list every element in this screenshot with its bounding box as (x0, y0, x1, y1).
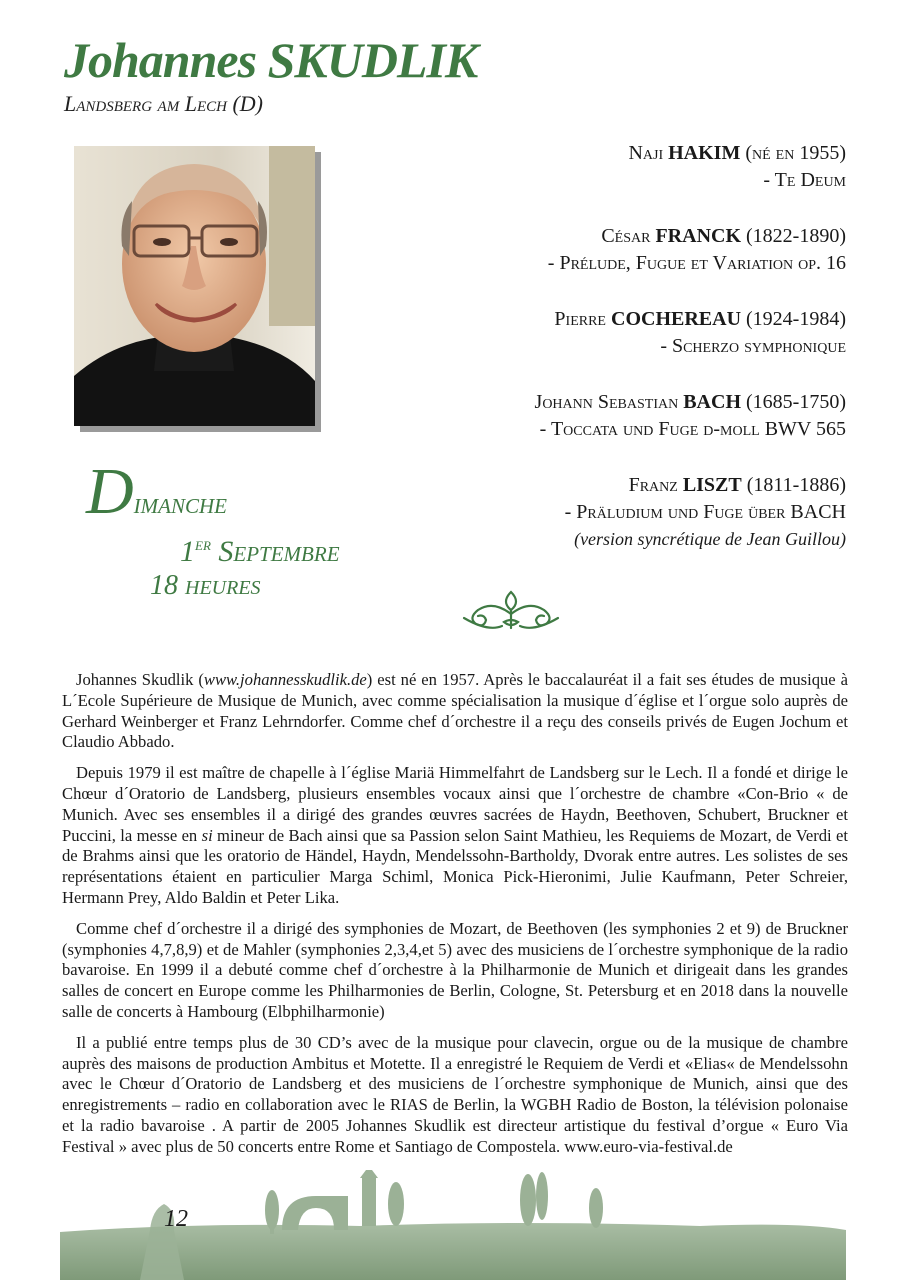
work-title: - Toccata und Fuge d-moll BWV 565 (539, 418, 846, 440)
concert-time: 18 heures (150, 570, 261, 601)
concert-month: Septembre (218, 535, 340, 568)
day-number: 1 (180, 535, 195, 568)
program-entry (406, 472, 846, 553)
composer-first-name: Naji (628, 142, 664, 164)
composer-dates: (né en 1955) (745, 142, 846, 164)
biography (62, 670, 848, 1168)
day-rest: imanche (133, 487, 227, 520)
composer-last-name: FRANCK (655, 225, 742, 247)
performer-photo (74, 146, 315, 426)
composer (406, 306, 846, 333)
composer-last-name: LISZT (682, 474, 742, 496)
bio-paragraph (62, 763, 848, 909)
day-suffix: er (195, 534, 211, 554)
composer (406, 140, 846, 167)
composer-dates: (1685-1750) (746, 391, 846, 413)
composer-first-name: Franz (628, 474, 678, 496)
work-title: - Te Deum (763, 169, 846, 191)
composer-first-name: César (601, 225, 651, 247)
program-entry (406, 223, 846, 277)
performer-origin: Landsberg am Lech (D) (64, 91, 263, 116)
work-title: - Prélude, Fugue et Variation op. 16 (547, 252, 846, 274)
bio-paragraph: Il a publié entre temps plus de 30 CD’s avec de la musique pour clavecin, orgue ou de la musique de chambre auprès des maisons de production Ambitus et Motette. Il a enregistré le Requiem de Verdi et «Elias« de Mendelssohn avec le Chœur d´Oratorio de Landsberg et des musiciens de l´orchestre symphonique de Munich, ainsi que des enregistrements – radio en collaboration avec le RIAS de Berlin, la WGBH Radio de Boston, la télévision polonaise et la radio bavaroise . A partir de 2005 Johannes Skudlik est directeur artistique du festival d’orgue « Euro Via Festival » avec plus de 50 concerts entre Rome et Santiago de Compostela. www.euro-via-festival.de (62, 1032, 848, 1156)
bio-text: Johannes Skudlik ( (76, 670, 204, 689)
composer-last-name: HAKIM (668, 142, 741, 164)
composer-first-name: Johann Sebastian (534, 391, 679, 413)
bio-text: Depuis 1979 il est maître de chapelle à l´église Mariä Himmelfahrt de Landsberg sur le Lech. Il a fondé et dirige le Chœur d´Oratorio de Landsberg, plusieurs ensembles vocaux ainsi que l´orchestre de chambre «Con-Brio « de Munich. Avec ses ensembles il a dirigé des grandes œuvres sacrées de Haydn, Beethoven, Schubert, Bruckner et Puccini, la messe en (62, 763, 848, 845)
composer-dates: (1822-1890) (746, 225, 846, 247)
concert-program (406, 140, 846, 582)
bio-text: ) est né en 1957. Après le baccalauréat il a fait ses études de musique à L´Ecole Supérieure de Musique de Munich, avec comme spécialisation la musique d´église et l´orgue solo auprès de Gerhard Weinberger et Franz Lehrndorfer. Comme chef d´orchestre il a reçu des conseils privés de Eugen Jochum et Claudio Abbado. (62, 670, 848, 752)
program-entry (406, 306, 846, 360)
bio-paragraph (62, 670, 848, 753)
composer (406, 389, 846, 416)
composer-last-name: BACH (683, 391, 742, 413)
composer-dates: (1924-1984) (746, 308, 846, 330)
composer-last-name: COCHEREAU (611, 308, 742, 330)
website-link[interactable]: www.johannesskudlik.de (203, 670, 367, 689)
performer-name: Johannes SKUDLIK (64, 32, 478, 88)
program-entry (406, 140, 846, 194)
program-entry (406, 389, 846, 443)
day-initial: D (86, 455, 134, 528)
bio-emphasis: si (201, 825, 213, 845)
bio-paragraph: Comme chef d´orchestre il a dirigé des symphonies de Mozart, de Beethoven (les symphonies 2 et 9) de Bruckner (symphonies 4,7,8,9) et de Mahler (symphonies 2,3,4,et 5) avec des musiciens de l´orchestre symphonique de la radio bavaroise. En 1999 il a debuté comme chef d´orchestre à la Philharmonie de Munich et dirigeait dans les grandes salles de concert en Europe comme les Philharmonies de Berlin, Cologne, St. Petersburg et en 2018 dans la nouvelle salle de concerts à Hambourg (Elbphilharmonie) (62, 918, 848, 1021)
landscape-silhouette-icon (0, 1170, 904, 1280)
composer (406, 472, 846, 499)
bio-text: mineur de Bach ainsi que sa Passion selon Saint Mathieu, les Requiems de Mozart, de Verdi et de Brahms ainsi que les oratorio de Händel, Haydn, Mendelssohn-Bartholdy, Dvorak entre autres. Les solistes de ses représentations étaient en particulier Marga Schiml, Monica Pick-Hieronimi, Julie Kaufmann, Peter Schreier, Hermann Prey, Aldo Baldin et Peter Lika. (62, 825, 848, 907)
flourish-ornament-icon (458, 588, 564, 636)
page-number: 12 (164, 1206, 188, 1232)
work-note: (version syncrétique de Jean Guillou) (574, 529, 846, 549)
composer (406, 223, 846, 250)
composer-first-name: Pierre (554, 308, 606, 330)
composer-dates: (1811-1886) (746, 474, 846, 496)
work-title: - Präludium und Fuge über BACH (564, 501, 846, 523)
work-title: - Scherzo symphonique (660, 335, 846, 357)
